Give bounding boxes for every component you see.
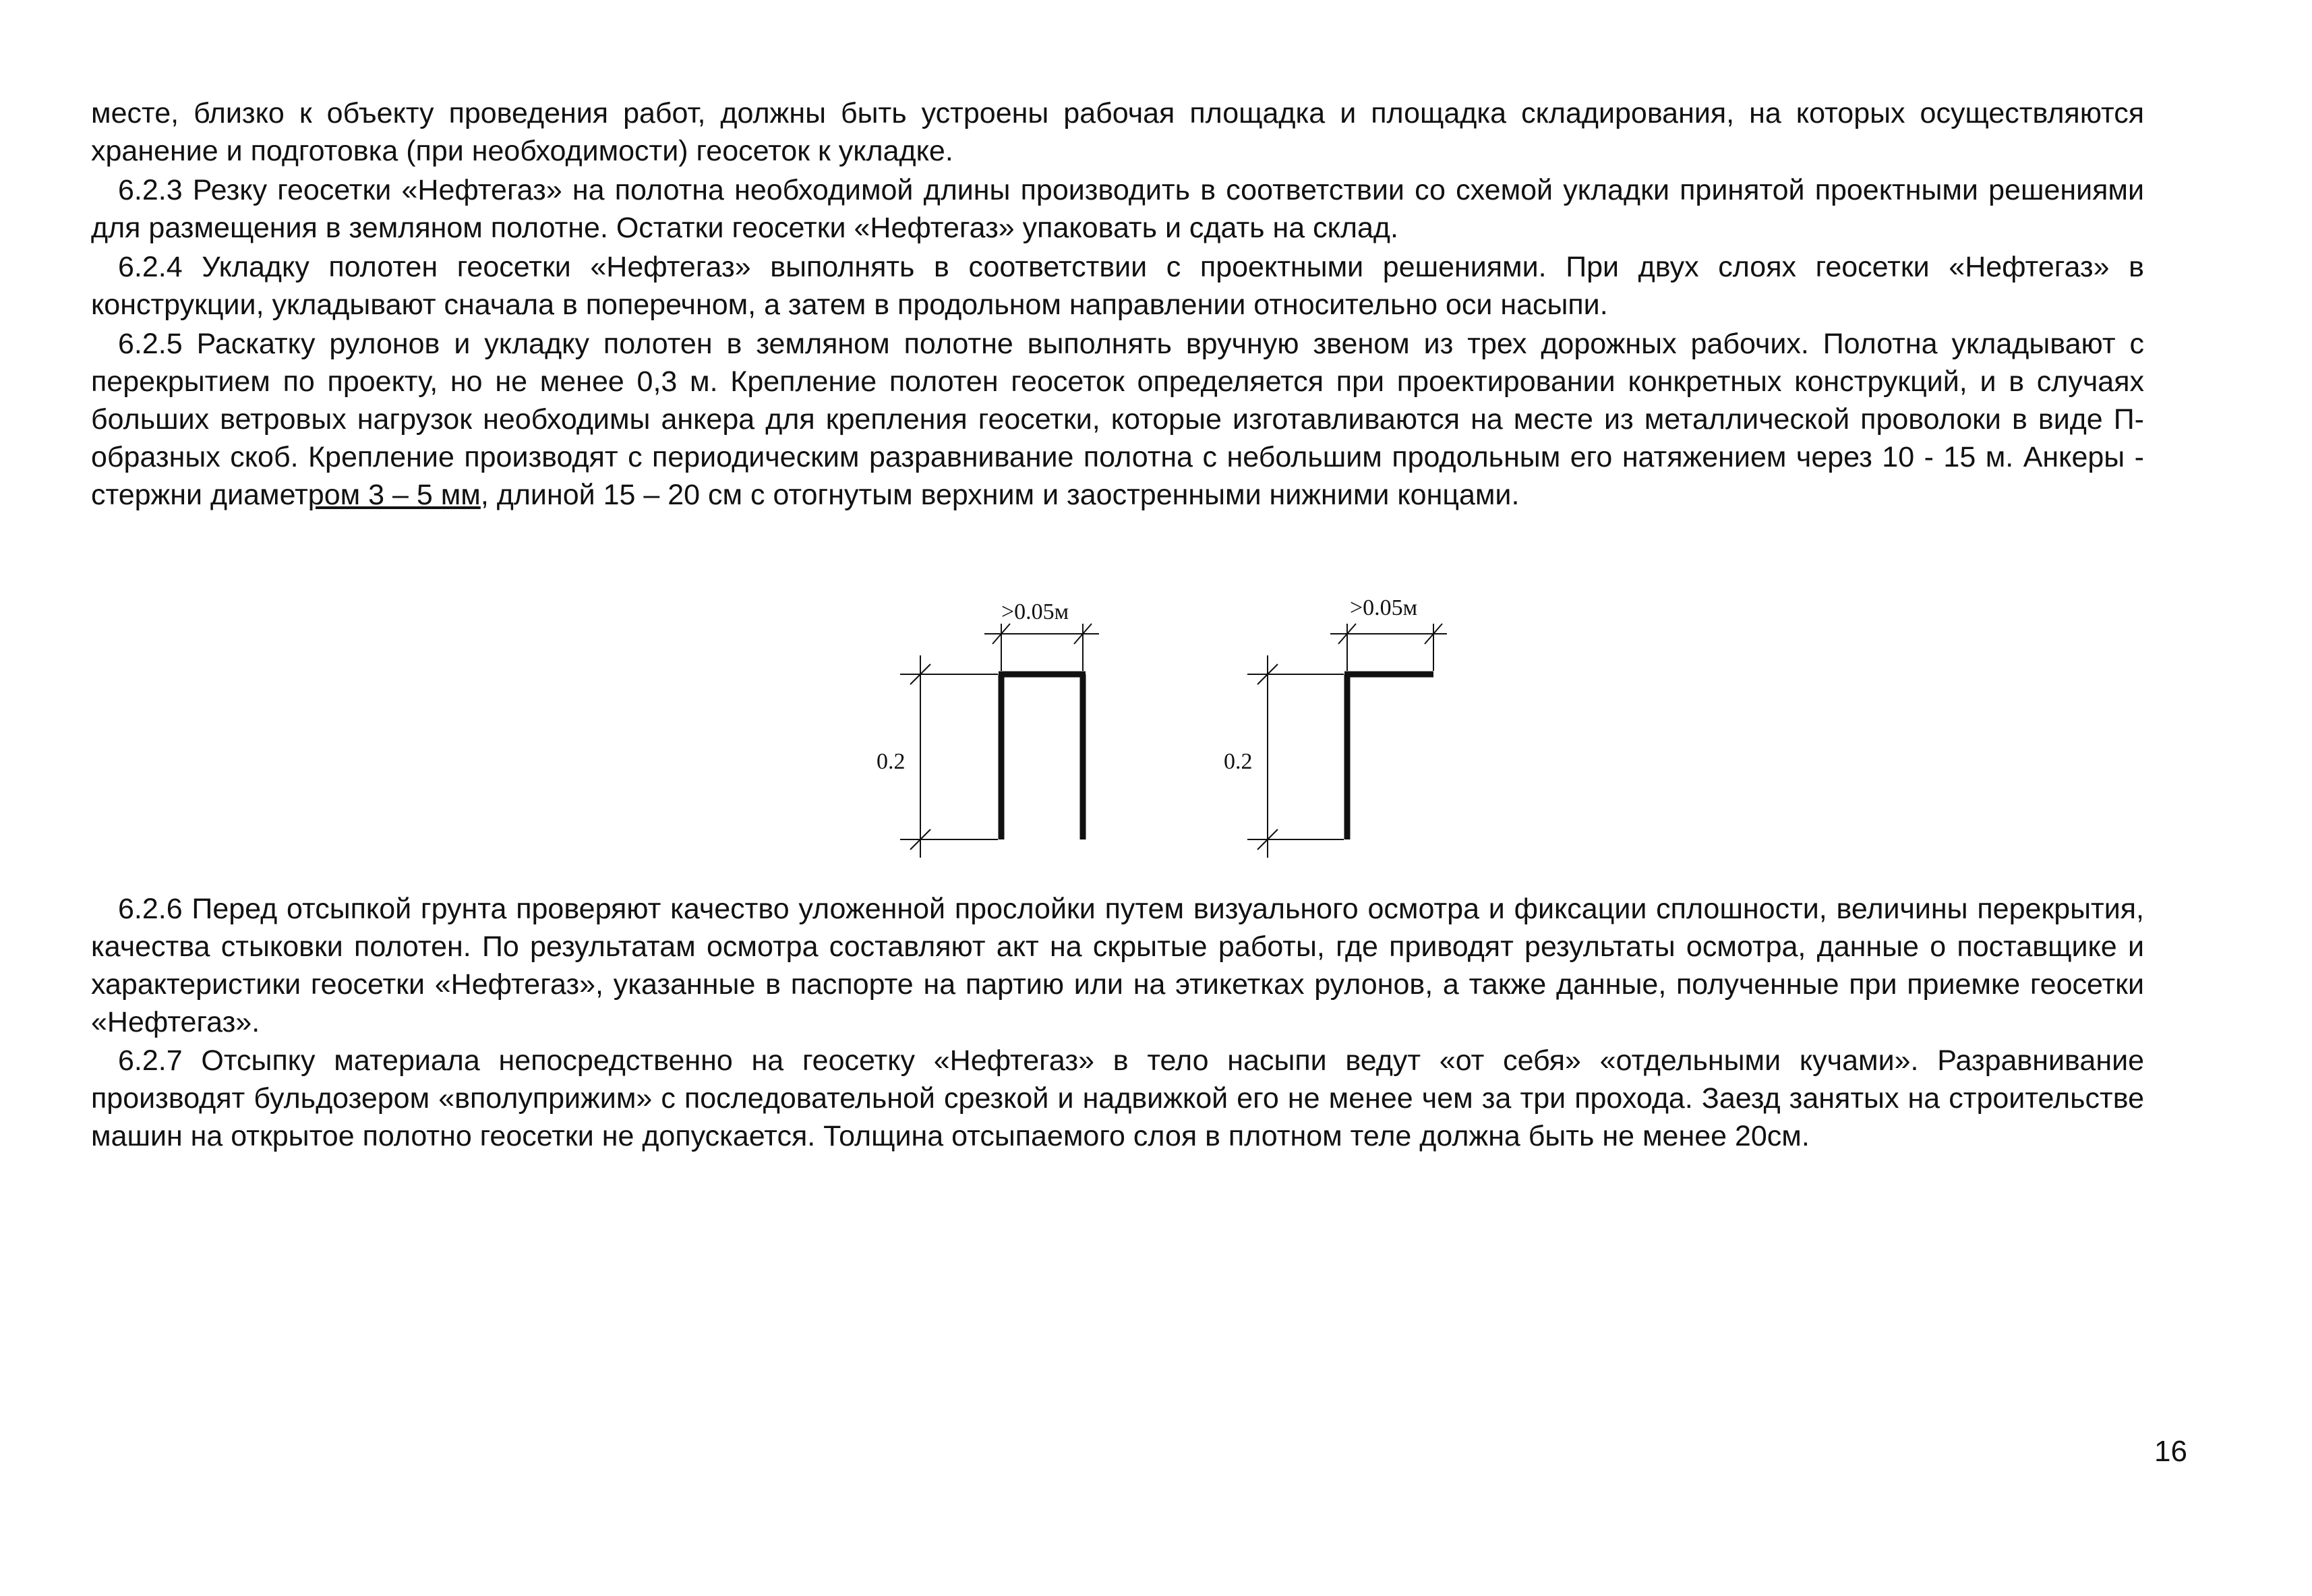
paragraph-6-2-4 xyxy=(91,248,2144,324)
underlined-text: ром 3 – 5 мм xyxy=(307,479,481,511)
right-height-label: 0.2 xyxy=(1224,749,1253,774)
left-height-label: 0.2 xyxy=(877,749,906,774)
paragraph-text: 6.2.5 Раскатку рулонов и укладку полотен в земляном полотне выполнять вручную звеном из трех дорожных рабочих. Полотна укладывают с перекрытием по проекту, но не менее 0,3 м. Крепление полотен геосеток определяется при проектировании конкретных конструкций, и в случаях больших ветровых нагрузок необходимы анкера для крепления геосетки, которые изготавливаются на месте из металлической проволоки в виде П-образных скоб. Крепление производят с периодическим разравнивание полотна с небольшим продольным его натяжением через 10 - 15 м. Анкеры - стержни диамет xyxy=(91,328,2144,511)
paragraph-text: 6.2.7 Отсыпку материала непосредственно на геосетку «Нефтегаз» в тело насыпи ведут «от себя» «отдельными кучами». Разравнивание производят бульдозером «вполуприжим» с последовательной срезкой и надвижкой его не менее чем за три прохода. Заезд занятых на строительстве машин на открытое полотно геосетки не допускается. Толщина отсыпаемого слоя в плотном теле должна быть не менее 20см. xyxy=(91,1044,2144,1152)
paragraph-6-2-6 xyxy=(91,890,2144,1041)
right-width-label: >0.05м xyxy=(1350,595,1418,620)
paragraph-text: 6.2.6 Перед отсыпкой грунта проверяют качество уложенной прослойки путем визуального осмотра и фиксации сплошности, величины перекрытия, качества стыковки полотен. По результатам осмотра составляют акт на скрытые работы, где приводят результаты осмотра, данные о поставщике и характеристики геосетки «Нефтегаз», указанные в паспорте на партию или на этикетках рулонов, а также данные, полученные при приемке геосетки «Нефтегаз». xyxy=(91,893,2144,1038)
paragraph-text: 6.2.3 Резку геосетки «Нефтегаз» на полотна необходимой длины производить в соответствии со схемой укладки принятой проектными решениями для размещения в земляном полотне. Остатки геосетки «Нефтегаз» упаковать и сдать на склад. xyxy=(91,174,2144,244)
paragraph-text: 6.2.4 Укладку полотен геосетки «Нефтегаз» выполнять в соответствии с проектными решениями. При двух слоях геосетки «Нефтегаз» в конструкции, укладывают сначала в поперечном, а затем в продольном направлении относительно оси насыпи. xyxy=(91,251,2144,321)
right-staple-drawing xyxy=(1247,624,1447,858)
left-staple-drawing xyxy=(900,624,1099,858)
paragraph-text-end: , длиной 15 – 20 см с отогнутым верхним и заостренными нижними концами. xyxy=(480,479,1520,511)
paragraph-6-2-5 xyxy=(91,325,2144,514)
page-number: 16 xyxy=(2154,1435,2187,1468)
left-width-label: >0.05м xyxy=(1001,599,1069,624)
paragraph-6-2-3 xyxy=(91,171,2144,247)
paragraph-6-2-7 xyxy=(91,1042,2144,1155)
paragraph-continuation: месте, близко к объекту проведения работ, должны быть устроены рабочая площадка и площадка складирования, на которых осуществляются хранение и подготовка (при необходимости) геосеток к укладке. xyxy=(91,97,2144,167)
anchor-staple-diagram xyxy=(863,580,1470,877)
